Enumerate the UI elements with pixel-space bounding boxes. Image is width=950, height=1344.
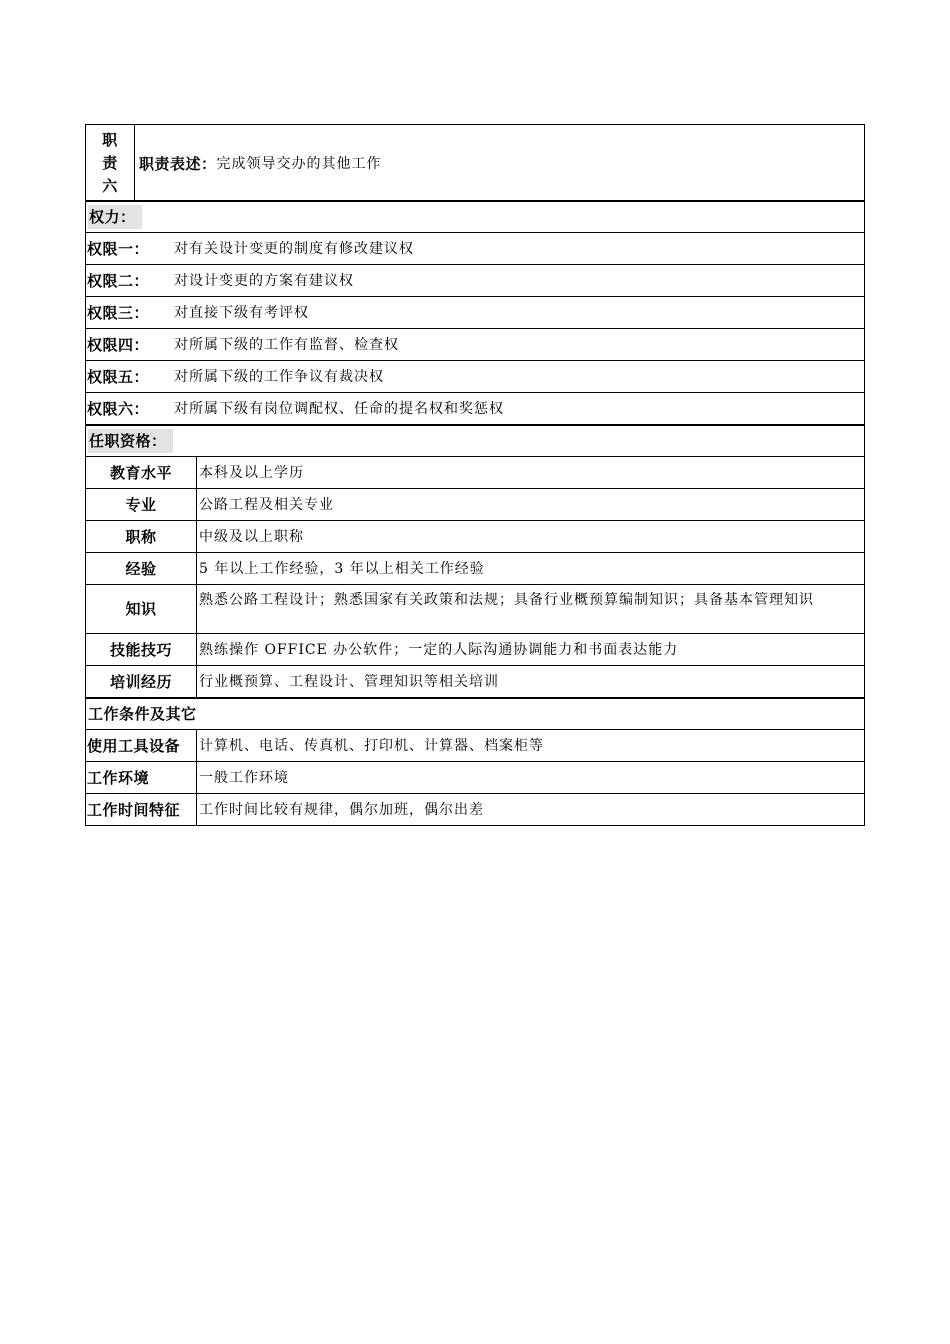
qualification-value: 中级及以上职称 bbox=[199, 528, 304, 545]
authority-key: 权限一： bbox=[87, 239, 150, 258]
condition-value: 计算机、电话、传真机、打印机、计算器、档案柜等 bbox=[199, 737, 544, 754]
job-description-table bbox=[85, 124, 865, 826]
condition-key: 工作环境 bbox=[86, 762, 197, 793]
qualification-row bbox=[86, 633, 864, 665]
authority-key: 权限四： bbox=[87, 335, 150, 354]
authority-value: 对所属下级有岗位调配权、任命的提名权和奖惩权 bbox=[174, 400, 504, 417]
authority-value: 对有关设计变更的制度有修改建议权 bbox=[174, 240, 414, 257]
authority-value: 对所属下级的工作争议有裁决权 bbox=[174, 368, 384, 385]
authority-row bbox=[86, 296, 864, 328]
authority-key: 权限二： bbox=[87, 271, 150, 290]
condition-key: 工作时间特征 bbox=[86, 794, 197, 825]
condition-row bbox=[86, 729, 864, 761]
authority-row bbox=[86, 328, 864, 360]
qualification-value: 本科及以上学历 bbox=[199, 464, 304, 481]
qualification-value: 行业概预算、工程设计、管理知识等相关培训 bbox=[199, 673, 499, 690]
condition-key: 使用工具设备 bbox=[86, 730, 197, 761]
condition-row bbox=[86, 793, 864, 825]
qualification-key: 教育水平 bbox=[86, 457, 197, 488]
authority-title: 权力： bbox=[86, 202, 142, 232]
qualification-value: 公路工程及相关专业 bbox=[199, 496, 334, 513]
duty-label-char: 责 bbox=[102, 154, 118, 172]
duty-six-description bbox=[135, 125, 864, 197]
duty-six-row bbox=[86, 125, 864, 200]
qualification-row bbox=[86, 552, 864, 584]
qualification-value: 熟悉公路工程设计；熟悉国家有关政策和法规；具备行业概预算编制知识；具备基本管理知识 bbox=[199, 592, 814, 608]
qualifications-header-row bbox=[86, 424, 864, 456]
authority-key: 权限五： bbox=[87, 367, 150, 386]
qualification-row bbox=[86, 584, 864, 633]
authority-row bbox=[86, 232, 864, 264]
qualification-key: 培训经历 bbox=[86, 666, 197, 697]
qualification-row bbox=[86, 520, 864, 552]
authority-header-row bbox=[86, 200, 864, 232]
authority-key: 权限三： bbox=[87, 303, 150, 322]
qualification-key: 技能技巧 bbox=[86, 634, 197, 665]
condition-value: 工作时间比较有规律，偶尔加班，偶尔出差 bbox=[199, 801, 484, 818]
condition-row bbox=[86, 761, 864, 793]
conditions-title: 工作条件及其它 bbox=[88, 705, 197, 723]
qualification-key: 知识 bbox=[86, 585, 197, 633]
authority-key: 权限六： bbox=[87, 399, 150, 418]
authority-value: 对设计变更的方案有建议权 bbox=[174, 272, 354, 289]
qualification-row bbox=[86, 456, 864, 488]
authority-row bbox=[86, 392, 864, 424]
authority-row bbox=[86, 360, 864, 392]
duty-desc-label: 职责表述： bbox=[139, 155, 217, 173]
qualification-key: 职称 bbox=[86, 521, 197, 552]
authority-value: 对所属下级的工作有监督、检查权 bbox=[174, 336, 399, 353]
duty-label-char: 六 bbox=[102, 177, 118, 195]
duty-desc-text: 完成领导交办的其他工作 bbox=[216, 156, 382, 172]
qualification-value: 5 年以上工作经验，3 年以上相关工作经验 bbox=[199, 560, 485, 577]
duty-label-char: 职 bbox=[102, 131, 118, 149]
duty-six-label bbox=[86, 125, 135, 200]
conditions-header-row bbox=[86, 697, 864, 729]
qualification-key: 专业 bbox=[86, 489, 197, 520]
authority-value: 对直接下级有考评权 bbox=[174, 304, 309, 321]
qualification-key: 经验 bbox=[86, 553, 197, 584]
qualification-row bbox=[86, 665, 864, 697]
condition-value: 一般工作环境 bbox=[199, 769, 289, 786]
authority-row bbox=[86, 264, 864, 296]
qualification-value: 熟练操作 OFFICE 办公软件；一定的人际沟通协调能力和书面表达能力 bbox=[199, 641, 679, 658]
qualification-row bbox=[86, 488, 864, 520]
qualifications-title: 任职资格： bbox=[86, 426, 173, 456]
